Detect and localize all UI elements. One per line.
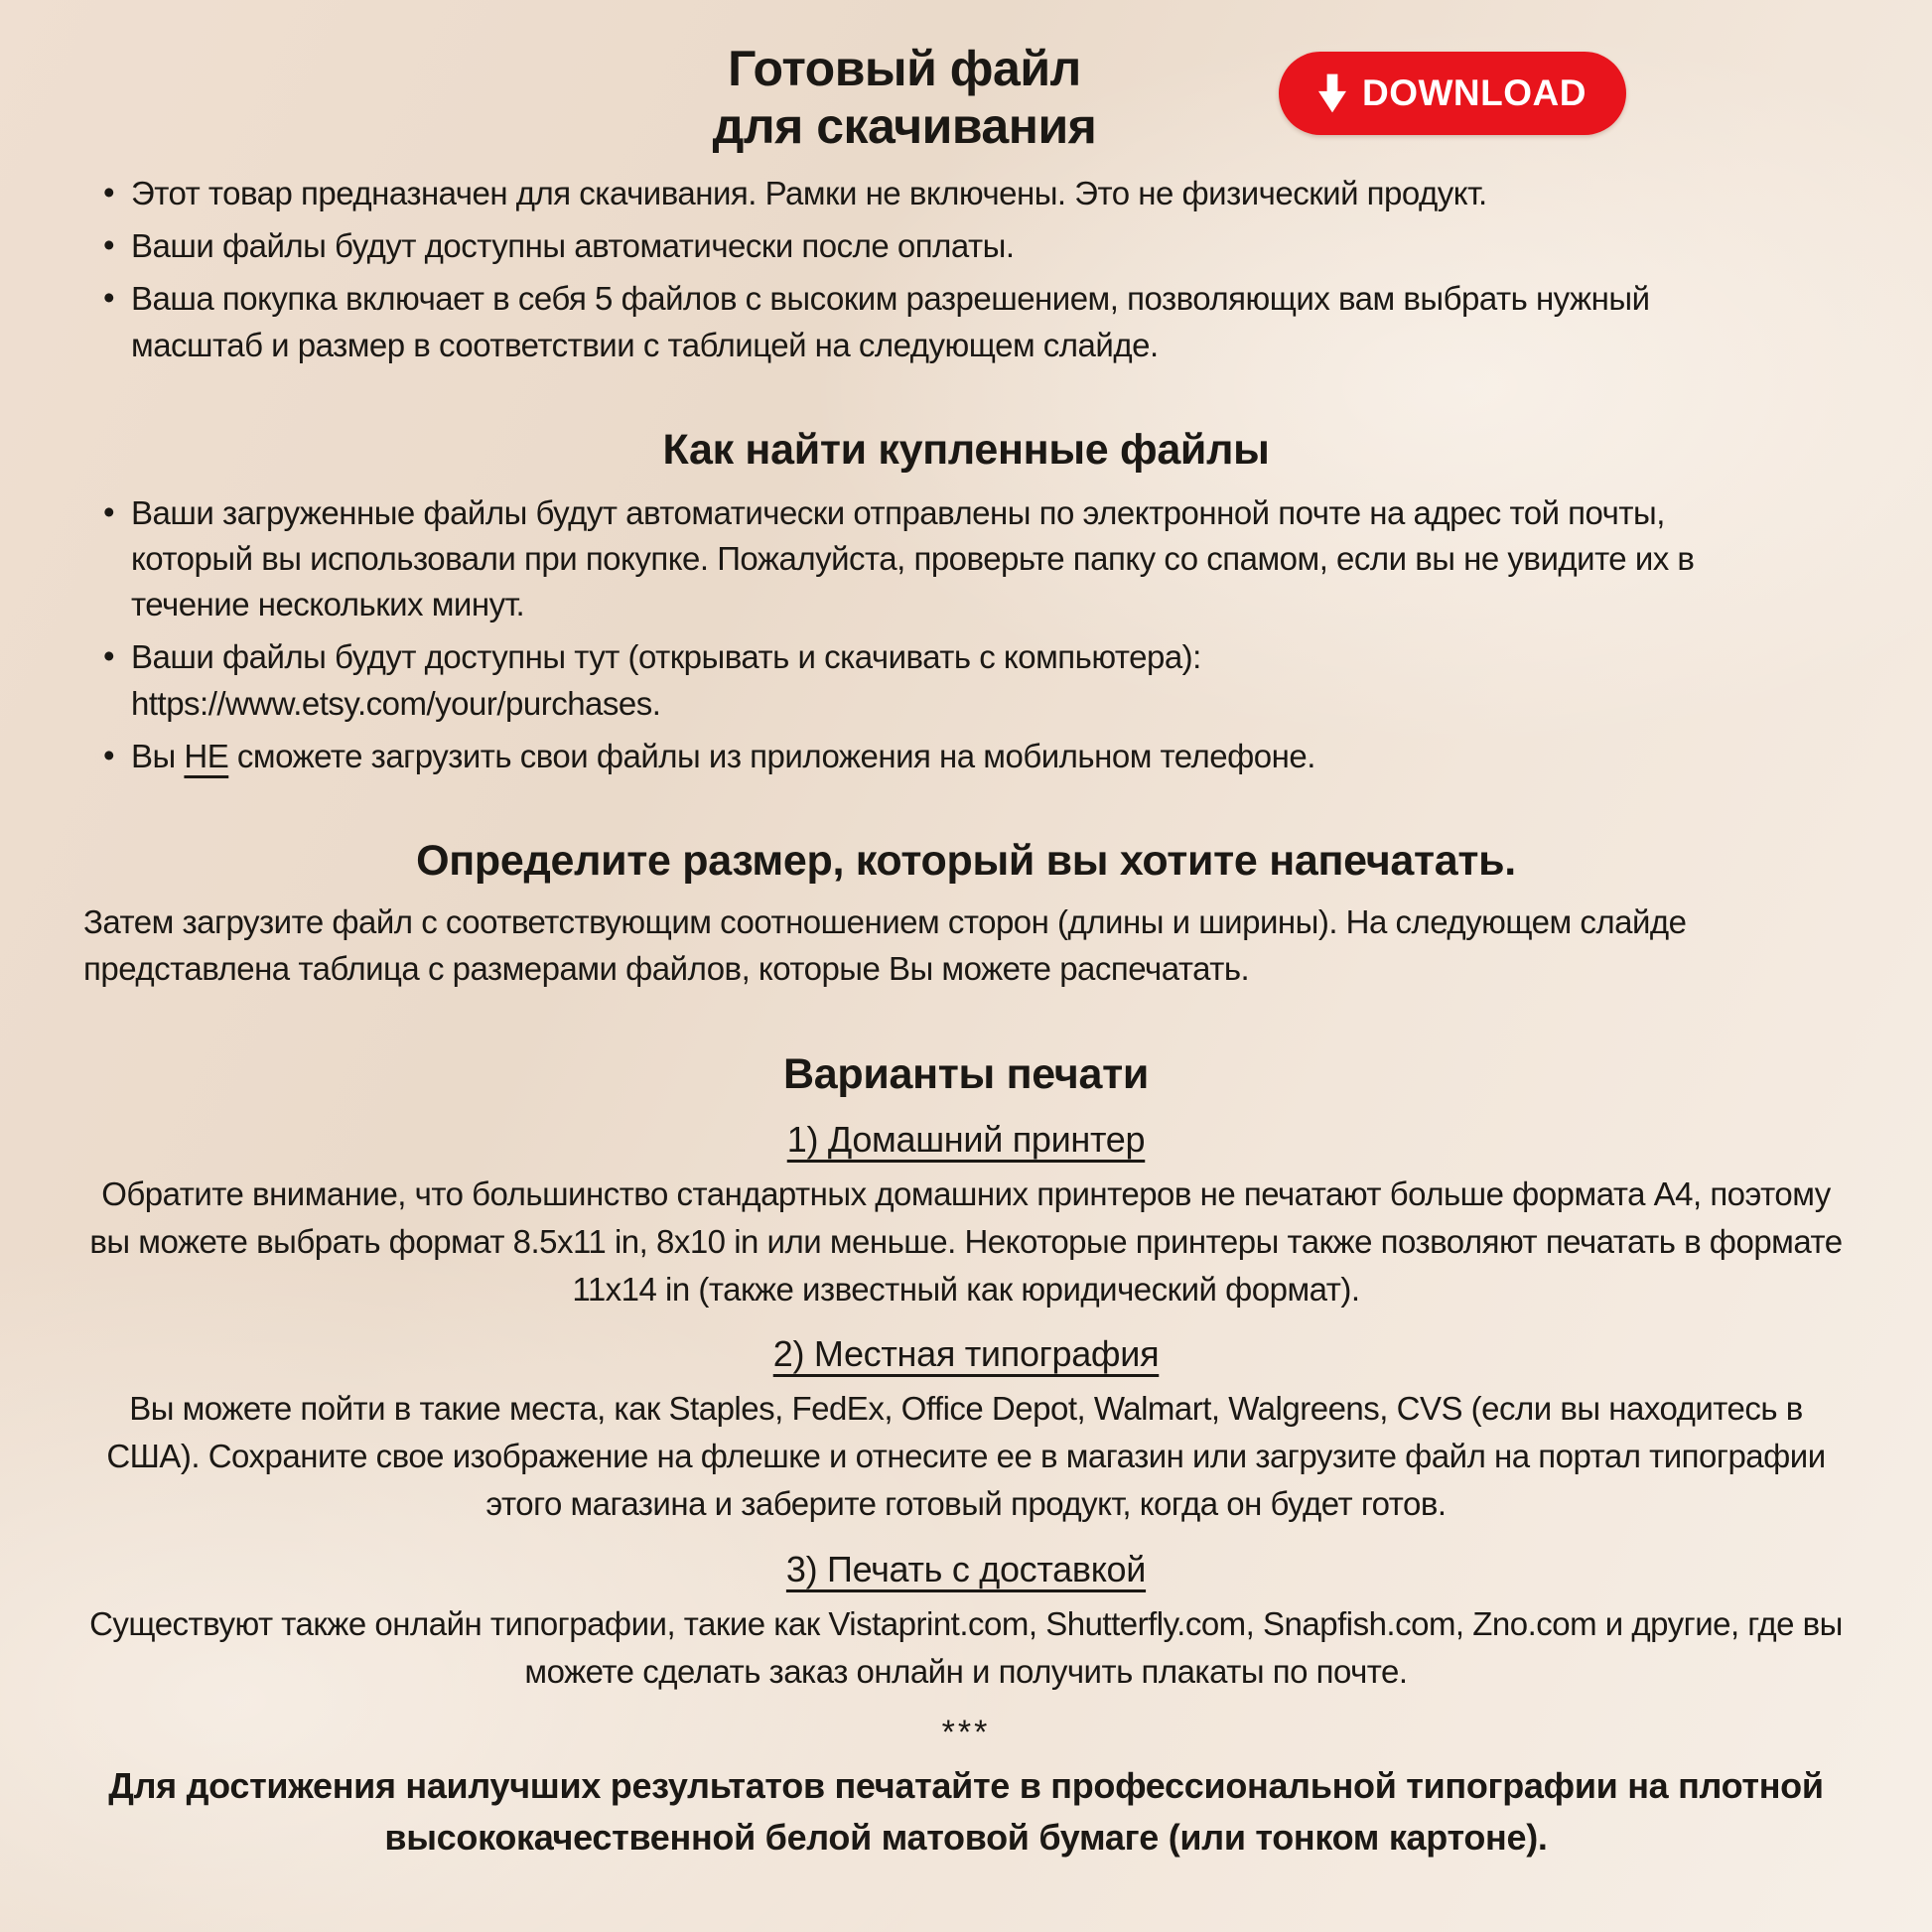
find-files-bullet-list [79,490,1710,779]
list-item [101,634,1710,726]
intro-bullet-list [79,171,1710,368]
print-option-2-body: Вы можете пойти в такие места, как Staples, FedEx, Office Depot, Walmart, Walgreens, CVS (если вы находитесь в США). Сохраните свое изображение на флешке и отнесите ее в магазин или загрузите файл на портал типографии этого магазина и заберите готовый продукт, когда он будет готов. [106,1390,1826,1523]
choose-size-body: Затем загрузите файл с соответствующим соотношением сторон (длины и ширины). На следующем слайде представлена таблица с размерами файлов, которые Вы можете распечатать. [83,902,1687,987]
header [79,0,1853,155]
list-item: • Ваша покупка включает в себя 5 файлов с высоким разрешением, позволяющих вам выбрать нужный масштаб и размер в соответствии с таблицей на следующем слайде. [101,276,1710,367]
page-title-line2: для скачивания [712,98,1097,154]
list-item: • Этот товар предназначен для скачивания. Рамки не включены. Это не физический продукт. [101,171,1710,216]
section-heading-find-files: Как найти купленные файлы [662,425,1270,474]
download-arrow-icon [1318,73,1346,113]
no-bullet-post: сможете загрузить свои файлы из приложения на мобильном телефоне. [228,737,1315,774]
no-bullet-pre: Вы [131,737,185,774]
print-option-1-body: Обратите внимание, что большинство стандартных домашних принтеров не печатают больше формата А4, поэтому вы можете выбрать формат 8.5x11 in, 8x10 in или меньше. Некоторые принтеры также позволяют печатать в формате 11x14 in (также известный как юридический формат). [89,1174,1843,1308]
list-item [101,734,1710,779]
no-bullet-emphasis: НЕ [184,737,229,774]
print-option-1-title: 1) Домашний принтер [786,1118,1146,1160]
section-heading-print-options: Варианты печати [783,1049,1149,1098]
print-option-3-title: 3) Печать с доставкой [785,1548,1147,1589]
list-item: • Ваши файлы будут доступны автоматически после оплаты. [101,223,1710,269]
print-option-2-title: 2) Местная типография [772,1333,1160,1375]
download-button-label: DOWNLOAD [1362,72,1587,113]
best-results-note: Для достижения наилучших результатов печатайте в профессиональной типографии на плотной высококачественной белой матовой бумаге (или тонком картоне). [108,1764,1824,1859]
asterisk-separator: *** [941,1713,991,1751]
page-title-line1: Готовый файл [728,41,1081,96]
section-heading-choose-size: Определите размер, который вы хотите напечатать. [416,836,1516,885]
list-item: • Ваши загруженные файлы будут автоматически отправлены по электронной почте на адрес той почты, который вы использовали при покупке. Пожалуйста, проверьте папку со спамом, если вы не увидите их в течение нескольких минут. [101,490,1710,628]
print-option-3-body: Существуют также онлайн типографии, такие как Vistaprint.com, Shutterfly.com, Snapfish.com, Zno.com и другие, где вы можете сделать заказ онлайн и получить плакаты по почте. [89,1604,1843,1690]
purchases-url-text: Ваши файлы будут доступны тут (открывать и скачивать с компьютера): https://www.etsy.com/your/purchases. [131,638,1201,722]
download-button[interactable] [1279,52,1626,135]
